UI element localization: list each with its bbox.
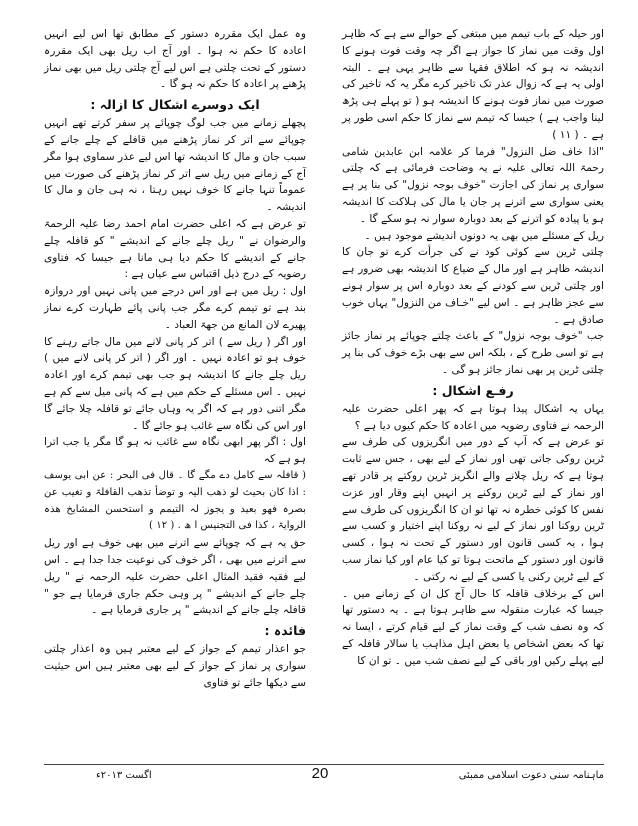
- paragraph: جو اعذار تیمم کے جواز کے لیے معتبر ہیں وہ اعذار چلتی سواری پر نماز کے جواز کے لیے بھی معتبر ہیں اس حیثیت سے دیکھا جائے تو فتاوی: [44, 643, 306, 689]
- document-page: [44, 26, 604, 766]
- left-column: [44, 26, 306, 766]
- issue-date: اگست ۲۰۱۳ء: [96, 770, 152, 781]
- paragraph: اور اگر ( ریل سے ) اتر کر پانی لانے میں مال جاتے رہنے کا خوف ہو تو اعادہ نہیں ۔ اور اگر ( اتر کر پانی لانے میں ) ریل چلے جانے کا اندیشہ ہو جب بھی تیمم کرے اور اعادہ نہیں ۔ اس مسئلے کے حکم میں ہے کہ پانی میل سے کم ہے مگر اتنی دور ہے کہ اگر یہ وہاں جائے تو قافلہ چلا جائے گا اور اس کی نگاہ سے غائب ہو جائے گا ۔: [44, 335, 306, 432]
- section-heading: رفـع اشکال :: [432, 382, 514, 398]
- paragraph: "اذا خاف ضل النزول" فرما کر علامہ ابن عابدین شامی رحمۃ اللہ تعالی علیہ نے یہ وضاحت فرمائی ہے کہ چلتی سواری پر نماز کی اجازت "خوف بوجہ نزول" کی بنا پر ہے یعنی سواری سے اترنے پر جان یا مال کی ہلاکت کا اندیشہ ہو یا پیادہ کو اترنے کے بعد دوبارہ سوار نہ ہو سکے گا ۔: [342, 145, 604, 225]
- paragraph: پچھلے زمانے میں جب لوگ چوپائے پر سفر کرتے تھے انہیں چوپائے سے اتر کر نماز پڑھنے میں قافلے کے چلے جانے کے سبب جان و مال کا اندیشہ تھا اس لیے عذر سماوی ہوا مگر آج کے زمانے میں ریل سے اتر کر نماز پڑھنے کی صورت میں عموماً تنہا جانے کا خوف نہیں رہتا ، نہ ہی جان و مال کا اندیشہ ۔: [44, 117, 306, 214]
- paragraph: جب "خوف بوجہ نزول" کے باعث چلتے چوپائے پر نماز جائز ہے تو اسی طرح کے ، بلکہ اس سے بھی بڑے خوف کی بنا پر چلتی ٹرین پر بھی نماز جائز ہو گی ۔: [342, 330, 604, 376]
- paragraph: اور حیلہ کے باب تیمم میں مبتغی کے حوالے سے ہے کہ ظاہر اول وقت میں نماز کا جواز ہے اگر چہ وقت فوت ہونے کا اندیشہ نہ ہو کہ اطلاق فقہا سے ظاہر یہی ہے ۔ البتہ اولی یہ ہے کہ زوال عذر تک تاخیر کرے مگر یہ کہ تاخیر کی صورت میں نماز فوت ہونے کا اندیشہ ہو ( تو پہلے ہی پڑھ لینا واجب ہے ) جیسا کہ تیمم سے نماز کا حکم اسی طور پر ہے ۔ ( ۱۱ ): [342, 28, 604, 141]
- paragraph: اس کے برخلاف قافلہ کا حال آج کل ان کے زمانے میں ۔ جیسا کہ عبارت منقولہ سے ظاہر ہوتا ہے ۔ یہ دستور تھا کہ وہ نصف شب کے وقت نماز کے لیے قیام کرتے ، ایسا نہ تھا کہ بعض اشخاص یا بعض اہل مذاہب یا سالار قافلہ کے لیے پہلے رکیں اور باقی کے لیے نصف شب میں ۔ تو ان کا: [342, 587, 604, 667]
- section-heading: ایک دوسرے اشکال کا ازالہ :: [90, 97, 260, 113]
- page-number: 20: [311, 765, 329, 782]
- paragraph: تو عرض ہے کہ اعلی حضرت امام احمد رضا علیہ الرحمۃ والرضوان نے " ریل چلے جانے کے اندیشے " کو قافلہ چلے جانے کے اندیشے کا حکم دیا ہی مانا ہے جیسا کہ فتاوی رضویہ کے درج ذیل اقتباس سے عیاں ہے :: [44, 217, 306, 281]
- section-heading: فائدہ :: [264, 623, 306, 639]
- paragraph: حق یہ ہے کہ چوپائے سے اترنے میں بھی خوف ہے اور ریل سے اترنے میں بھی ، اگر خوف کی نوعیت جدا جدا ہے ۔ اس لیے فقیہ فقید المثال اعلی حضرت علیہ الرحمہ نے " ریل چلے جانے کے اندیشے " پر وہی حکم جاری فرمایا ہے جو " قافلہ چلے جانے کے اندیشے " پر جاری فرمایا ہے ۔: [44, 537, 306, 617]
- arabic-quote: ( قافلہ سے کامل دے مگے گا ۔ قال فی البحر : عن ابی یوسف : اذا کان بحیث لو ذھب الیہ و توضأ تذھب القافلۃ و تغیب عن بصرہ فھو بعید و یجوز لہ التیمم و استحسن المشایخ ھذہ الروایۃ ، کذا فی التجنیس ا ھ . ( ۱۲ ): [44, 469, 306, 532]
- paragraph: یہاں یہ اشکال پیدا ہوتا ہے کہ پھر اعلی حضرت علیہ الرحمہ نے فتاوی رضویہ میں اعادہ کا حکم کیوں دیا ہے ؟: [342, 402, 604, 432]
- right-column: [342, 26, 604, 766]
- paragraph: چلتی ٹرین سے کوئی کود نے کی جرأت کرے تو جان کا اندیشہ ظاہر ہے اور مال کے ضیاع کا اندیشہ بھی ضرور ہے اور چلتی ٹرین سے کودنے کے بعد دوبارہ اس پر سوار ہونے سے عجز ظاہر ہے ۔ اس لیے "خـاف من النزول" یہاں خوب صادق ہے ۔: [342, 246, 604, 326]
- paragraph: اول : اگر پھر ابھی نگاہ سے غائب نہ ہو گا مگر یا جب اترا ہو ہے کہ: [44, 436, 306, 466]
- paragraph: اول : ریل میں ہے اور اس درجے میں پانی نہیں اور دروازہ بند ہے تو تیمم کرے مگر جب پانی پائے طہارت کرے نماز پھیرے لان المانع من جھۃ العباد ۔: [44, 285, 306, 331]
- magazine-name: ماہنامہ سنی دعوت اسلامی ممبئی: [458, 770, 604, 781]
- paragraph: ریل کے مسئلے میں بھی یہ دونوں اندیشے موجود ہیں ۔: [364, 229, 604, 242]
- paragraph: تو عرض ہے کہ آپ کے دور میں انگریزوں کی طرف سے ٹرین روکی جاتی تھی اور نماز کے لیے بھی ، جس سے ثابت ہوتا ہے کہ ریل چلانے والے انگریز ٹرین روکتے پر قادر تھے اور نماز کے لیے ٹرین روکنے پر انہیں اپنے وقار اور عزت نفس کا کوئی خطرہ نہ تھا تو ان کا انگریزوں کی طرف سے ٹرین روکنا اور نماز کے لیے نہ روکنا اپنے اختیار و کسب سے ہوا ، یہ کسی قانون اور دستور کے تحت نہ ہوا ، کسی قانون اور دستور کے ماتحت ہوتا تو کیا عام اور کیا نماز سب کے لیے ٹرین رکنی یا کسی کے لیے نہ رکتی ۔: [342, 436, 604, 583]
- paragraph: وہ عمل ایک مقررہ دستور کے مطابق تھا اس لیے انہیں اعادہ کا حکم نہ ہوا ۔ اور آج اب ریل بھی ایک مقررہ دستور کے تحت چلتی ہے اس لیے آج چلتی ریل میں بھی نماز پڑھنے پر اعادہ کا حکم نہ ہو گا ۔: [44, 28, 306, 91]
